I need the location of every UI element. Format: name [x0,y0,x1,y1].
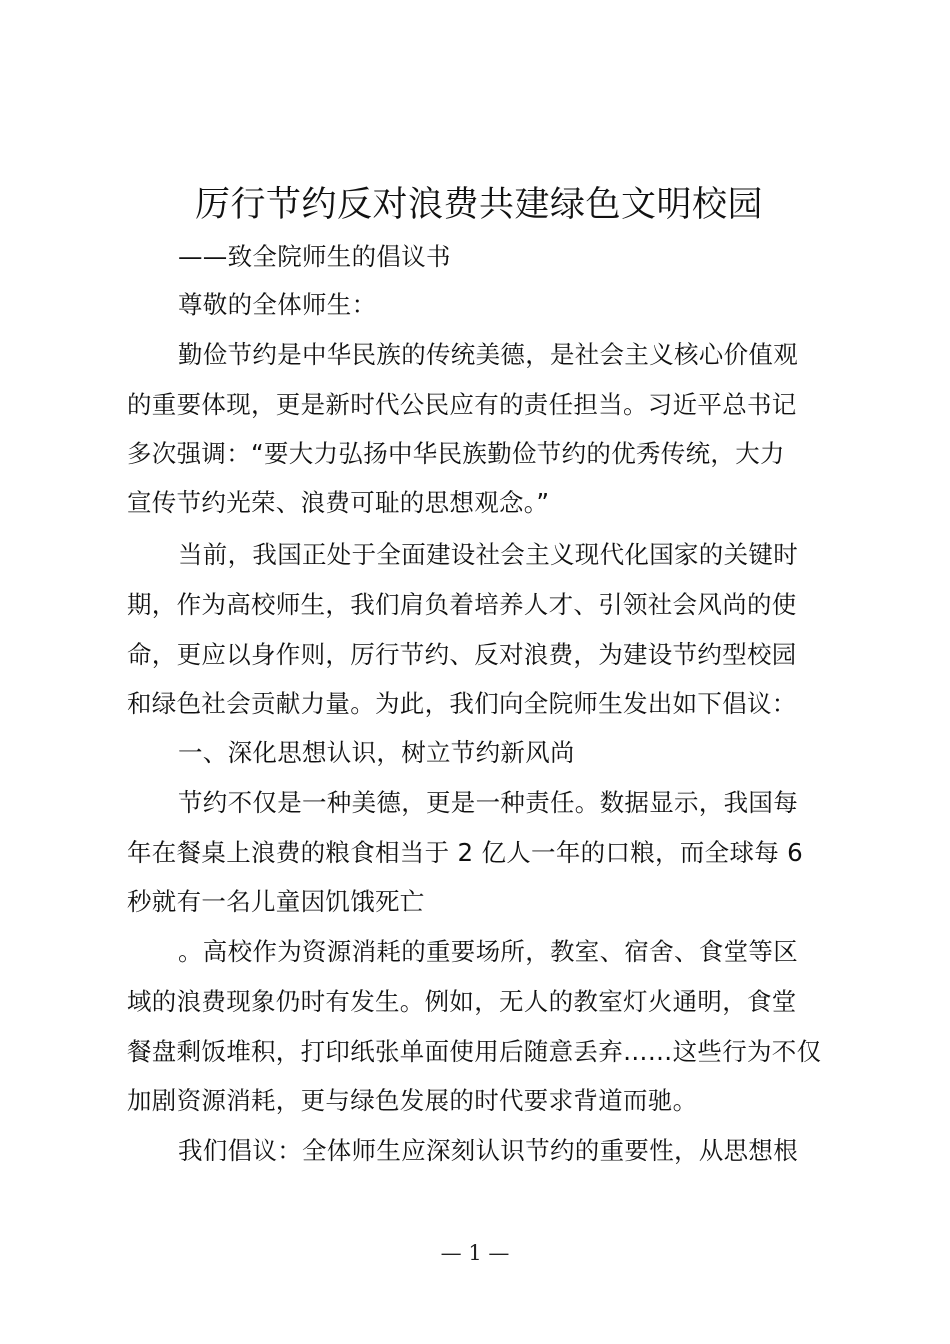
document-title: 厉行节约反对浪费共建绿色文明校园 [194,185,763,225]
body-line: 加剧资源消耗，更与绿色发展的时代要求背道而驰。 [127,1086,698,1115]
body-line: 秒就有一名儿童因饥饿死亡 [127,887,425,916]
body-line: 餐盘剩饭堆积，打印纸张单面使用后随意丢弃……这些行为不仅 [127,1037,822,1066]
body-line: 命，更应以身作则，厉行节约、反对浪费，为建设节约型校园 [127,640,797,669]
body-line: 的重要体现，更是新时代公民应有的责任担当。习近平总书记 [127,390,797,419]
body-line: 。高校作为资源消耗的重要场所，教室、宿舍、食堂等区 [178,937,798,966]
section-heading: 一、深化思想认识，树立节约新风尚 [178,738,575,767]
page-number: — 1 — [440,1241,510,1265]
body-line: 域的浪费现象仍时有发生。例如，无人的教室灯火通明，食堂 [127,987,797,1016]
body-line: 期，作为高校师生，我们肩负着培养人才、引领社会风尚的使 [127,590,797,619]
body-line: 当前，我国正处于全面建设社会主义现代化国家的关键时 [178,540,798,569]
body-line: 年在餐桌上浪费的粮食相当于 2 亿人一年的口粮，而全球每 6 [127,838,804,867]
salutation: 尊敬的全体师生： [178,290,377,319]
body-line: 我们倡议：全体师生应深刻认识节约的重要性，从思想根 [178,1136,798,1165]
body-line: 勤俭节约是中华民族的传统美德，是社会主义核心价值观 [178,340,798,369]
body-line: 节约不仅是一种美德，更是一种责任。数据显示，我国每 [178,788,798,817]
body-line: 宣传节约光荣、浪费可耻的思想观念。” [127,488,550,517]
document-subtitle: ——致全院师生的倡议书 [178,242,451,271]
body-line: 多次强调：“要大力弘扬中华民族勤俭节约的优秀传统，大力 [127,439,785,468]
body-line: 和绿色社会贡献力量。为此，我们向全院师生发出如下倡议： [127,689,797,718]
